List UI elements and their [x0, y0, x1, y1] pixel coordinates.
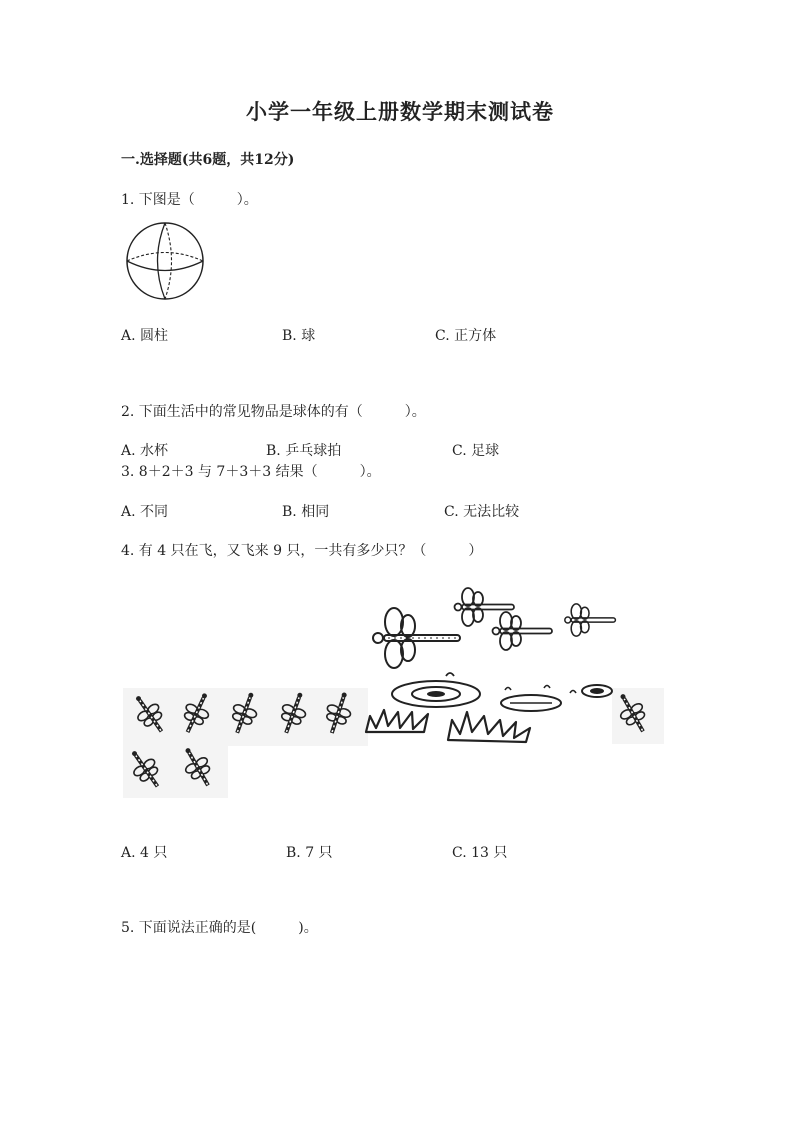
q3-option-b: B. 相同: [282, 504, 330, 520]
question-1: 1. 下图是（ ）。: [121, 192, 258, 208]
q1-option-c: C. 正方体: [435, 328, 497, 344]
q4-option-a: A. 4 只: [121, 845, 168, 861]
question-2: 2. 下面生活中的常见物品是球体的有（ ）。: [121, 404, 426, 420]
page-title: 小学一年级上册数学期末测试卷: [246, 99, 554, 124]
q2-option-b: B. 乒乓球拍: [266, 443, 342, 459]
question-5: 5. 下面说法正确的是( )。: [121, 920, 318, 936]
question-3: 3. 8＋2＋3 与 7＋3＋3 结果（ ）。: [121, 464, 381, 480]
q1-option-a: A. 圆柱: [121, 328, 169, 344]
q4-option-c: C. 13 只: [452, 845, 508, 861]
q3-option-c: C. 无法比较: [444, 504, 520, 520]
section-heading: 一.选择题(共6题，共12分): [121, 152, 295, 168]
question-4: 4. 有 4 只在飞，又飞来 9 只，一共有多少只？（ ）: [121, 543, 483, 559]
q2-option-a: A. 水杯: [121, 443, 169, 459]
q4-option-b: B. 7 只: [286, 845, 333, 861]
q2-option-c: C. 足球: [452, 443, 500, 459]
q1-option-b: B. 球: [282, 328, 316, 344]
q3-option-a: A. 不同: [121, 504, 169, 520]
